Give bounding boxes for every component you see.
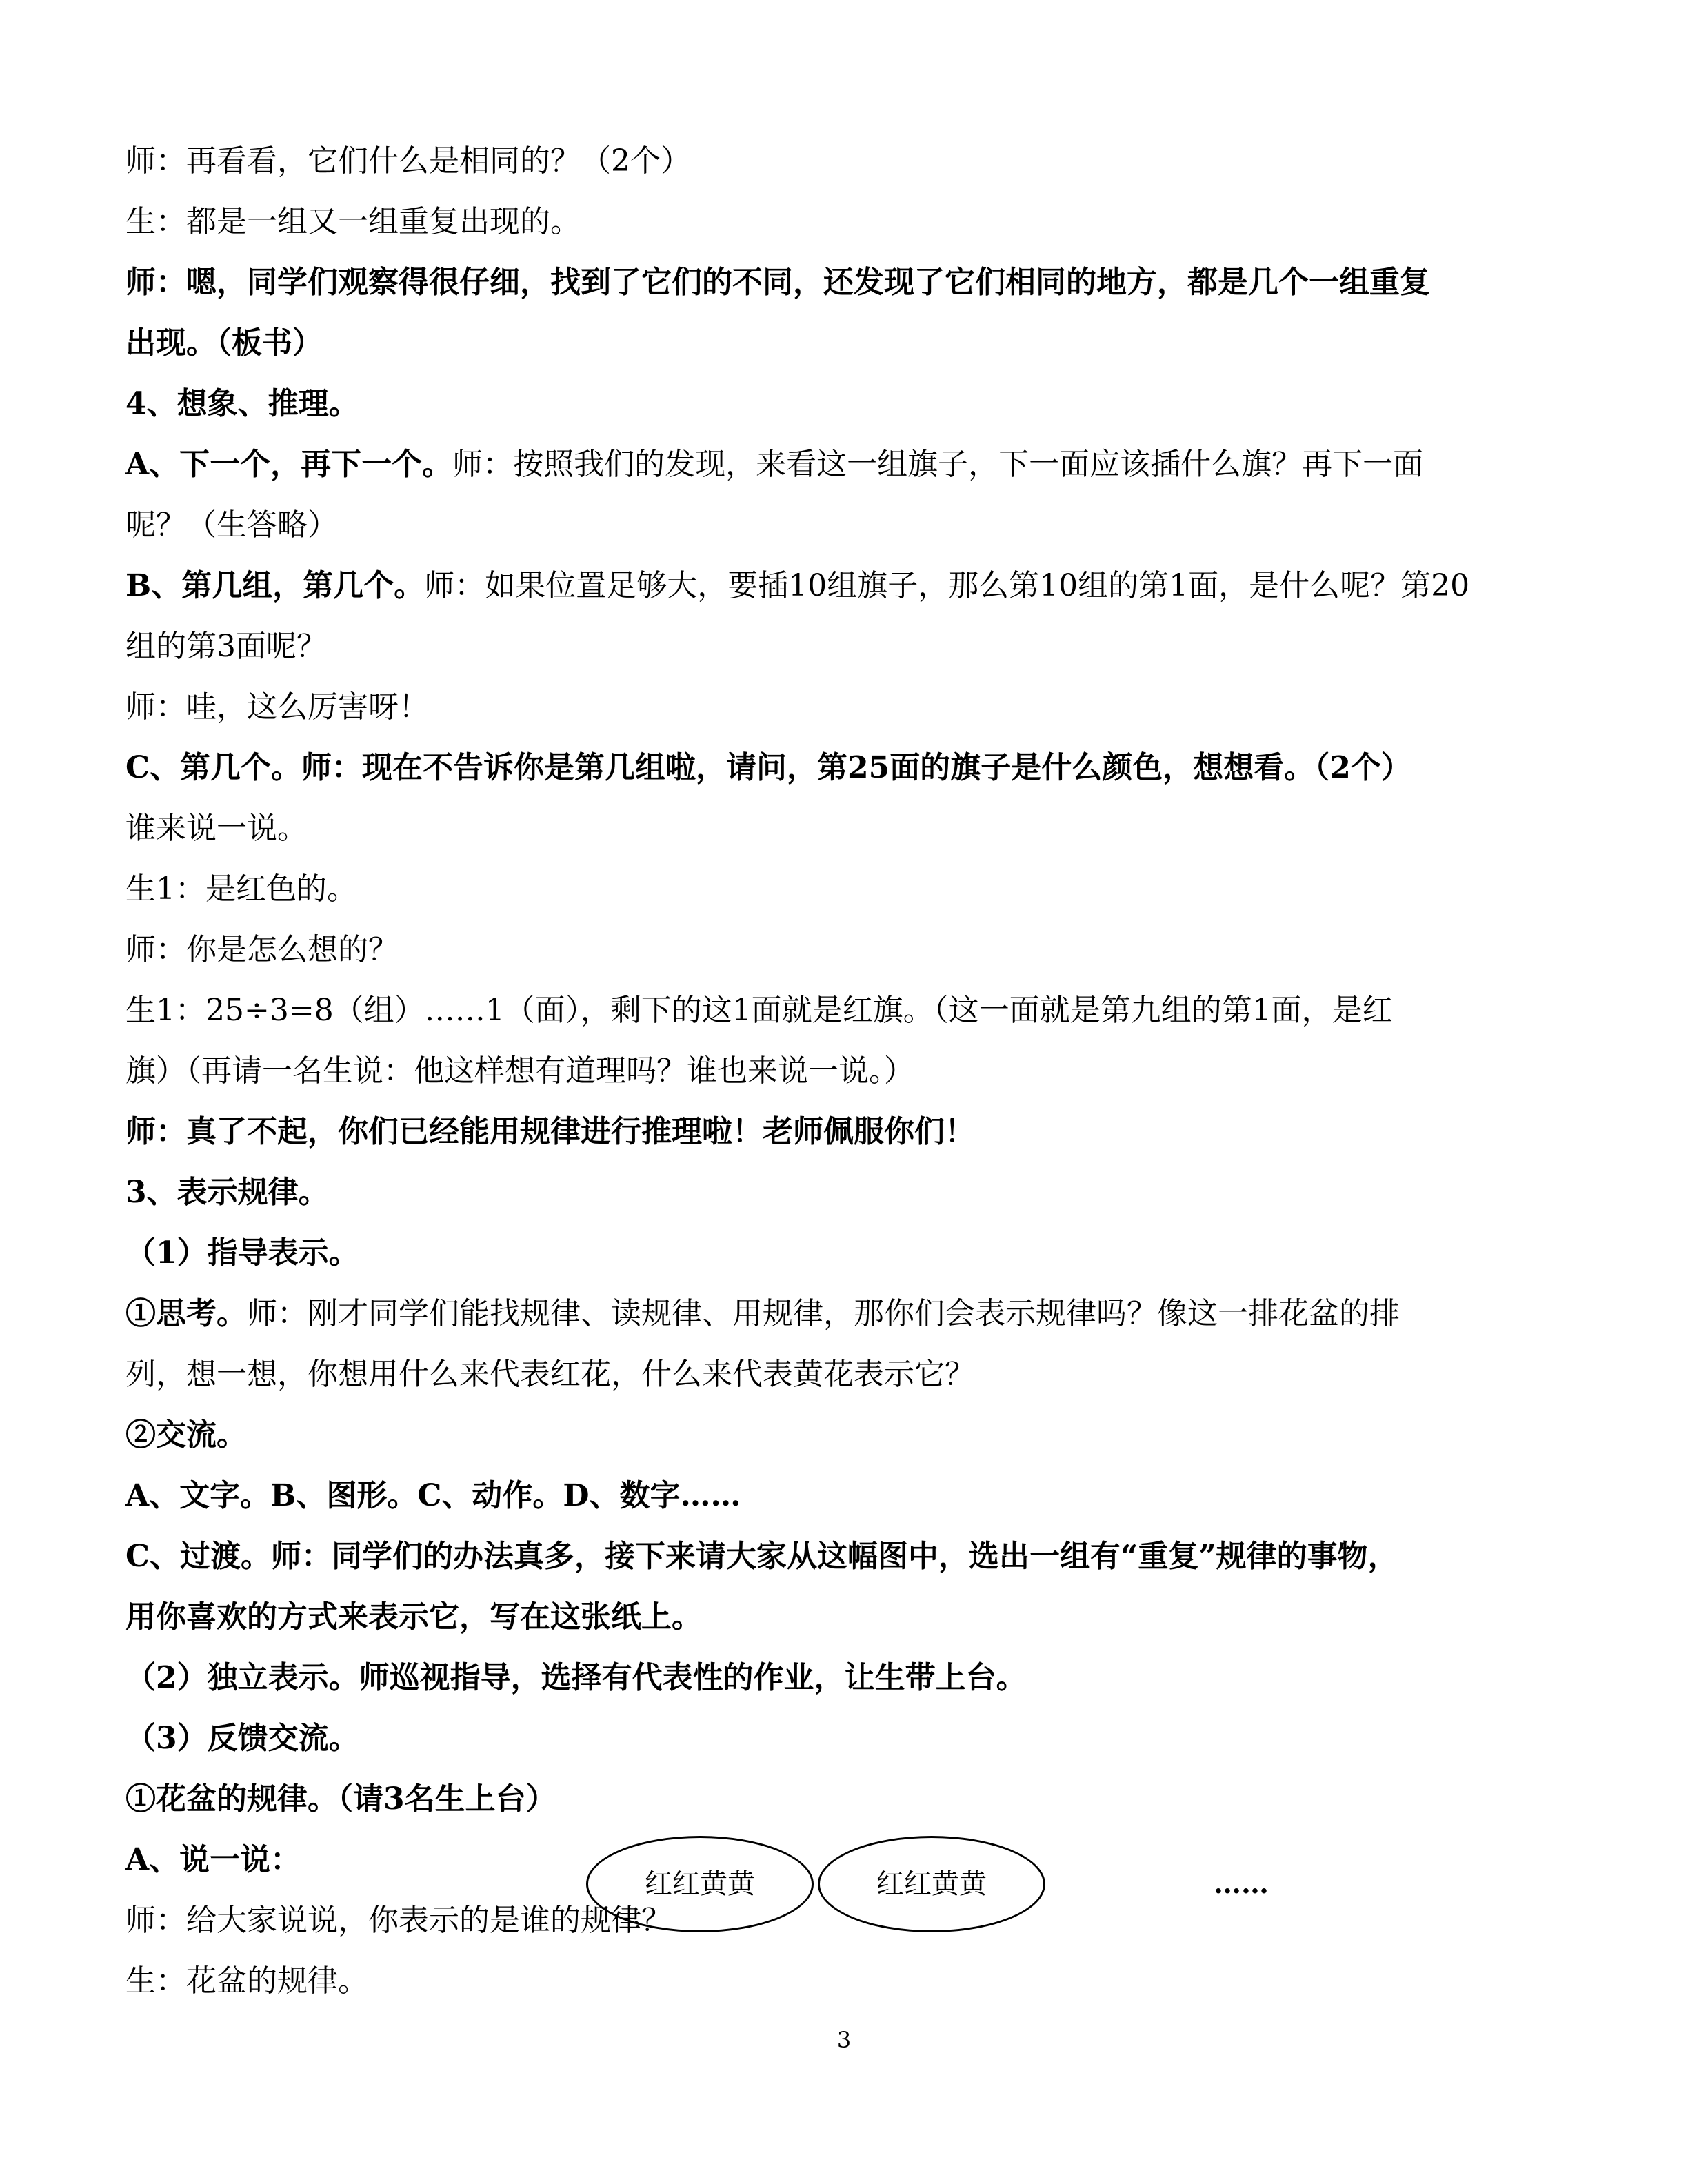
line-3: 师：嗯，同学们观察得很仔细，找到了它们的不同，还发现了它们相同的地方，都是几个一组重复 bbox=[125, 265, 1430, 300]
line-9: 组的第3面呢？ bbox=[125, 629, 327, 664]
line-2: 生：都是一组又一组重复出现的。 bbox=[125, 204, 581, 239]
pattern-ovals bbox=[586, 1836, 1276, 1932]
document-body bbox=[125, 131, 1560, 2012]
subheading-3: （3）反馈交流。 bbox=[125, 1721, 359, 1756]
line-8-body: 师：如果位置足够大，要插10组旗子，那么第10组的第1面，是什么呢？第20 bbox=[424, 568, 1470, 603]
line-13: 生1：是红色的。 bbox=[125, 871, 357, 907]
line-30: 师：给大家说说，你表示的是谁的规律？ bbox=[125, 1903, 672, 1938]
line-16: 旗）（再请一名生说：他这样想有道理吗？谁也来说一说。） bbox=[125, 1053, 914, 1089]
line-12: 谁来说一说。 bbox=[125, 811, 308, 846]
line-15: 生1：25÷3=8（组）……1（面），剩下的这1面就是红旗。（这一面就是第九组的第1面，是红 bbox=[125, 993, 1393, 1028]
line-20-body: 师：刚才同学们能找规律、读规律、用规律，那你们会表示规律吗？像这一排花盆的排 bbox=[247, 1296, 1400, 1331]
pattern-oval-2: 红红黄黄 bbox=[818, 1836, 1045, 1932]
line-1: 师：再看看，它们什么是相同的？（2个） bbox=[125, 143, 691, 179]
section-heading-3: 3、表示规律。 bbox=[125, 1175, 329, 1210]
line-17: 师：真了不起，你们已经能用规律进行推理啦！老师佩服你们！ bbox=[125, 1114, 975, 1149]
line-6-body: 师：按照我们的发现，来看这一组旗子，下一面应该插什么旗？再下一面 bbox=[452, 447, 1424, 482]
line-11: C、第几个。师：现在不告诉你是第几组啦，请问，第25面的旗子是什么颜色，想想看。（2个） bbox=[125, 750, 1411, 785]
line-31: 生：花盆的规律。 bbox=[125, 1963, 368, 1999]
pattern-oval-1: 红红黄黄 bbox=[586, 1836, 814, 1932]
line-24: C、过渡。师：同学们的办法真多，接下来请大家从这幅图中，选出一组有“重复”规律的事物， bbox=[125, 1539, 1398, 1574]
line-10: 师：哇，这么厉害呀！ bbox=[125, 689, 429, 725]
line-8-lead: B、第几组，第几个。 bbox=[125, 568, 425, 603]
line-23: A、文字。B、图形。C、动作。D、数字…… bbox=[125, 1478, 741, 1513]
continuation-ellipsis: …… bbox=[1214, 1868, 1269, 1900]
page-number: 3 bbox=[836, 2027, 852, 2053]
line-6 bbox=[125, 434, 1560, 495]
line-8 bbox=[125, 556, 1560, 616]
line-25: 用你喜欢的方式来表示它，写在这张纸上。 bbox=[125, 1599, 702, 1635]
line-21: 列，想一想，你想用什么来代表红花，什么来代表黄花表示它？ bbox=[125, 1357, 975, 1392]
subheading-2: （2）独立表示。师巡视指导，选择有代表性的作业，让生带上台。 bbox=[125, 1660, 1027, 1695]
line-22: ②交流。 bbox=[125, 1417, 247, 1453]
line-29: A、说一说： bbox=[125, 1842, 301, 1877]
line-6-lead: A、下一个，再下一个。 bbox=[125, 447, 453, 482]
line-28: ①花盆的规律。（请3名生上台） bbox=[125, 1781, 556, 1817]
line-7: 呢？（生答略） bbox=[125, 507, 338, 543]
line-4: 出现。（板书） bbox=[125, 325, 323, 361]
section-heading-4: 4、想象、推理。 bbox=[125, 386, 359, 421]
line-14: 师：你是怎么想的？ bbox=[125, 932, 399, 967]
subheading-1: （1）指导表示。 bbox=[125, 1235, 359, 1271]
line-20 bbox=[125, 1284, 1560, 1344]
line-20-lead: ①思考。 bbox=[125, 1296, 247, 1331]
